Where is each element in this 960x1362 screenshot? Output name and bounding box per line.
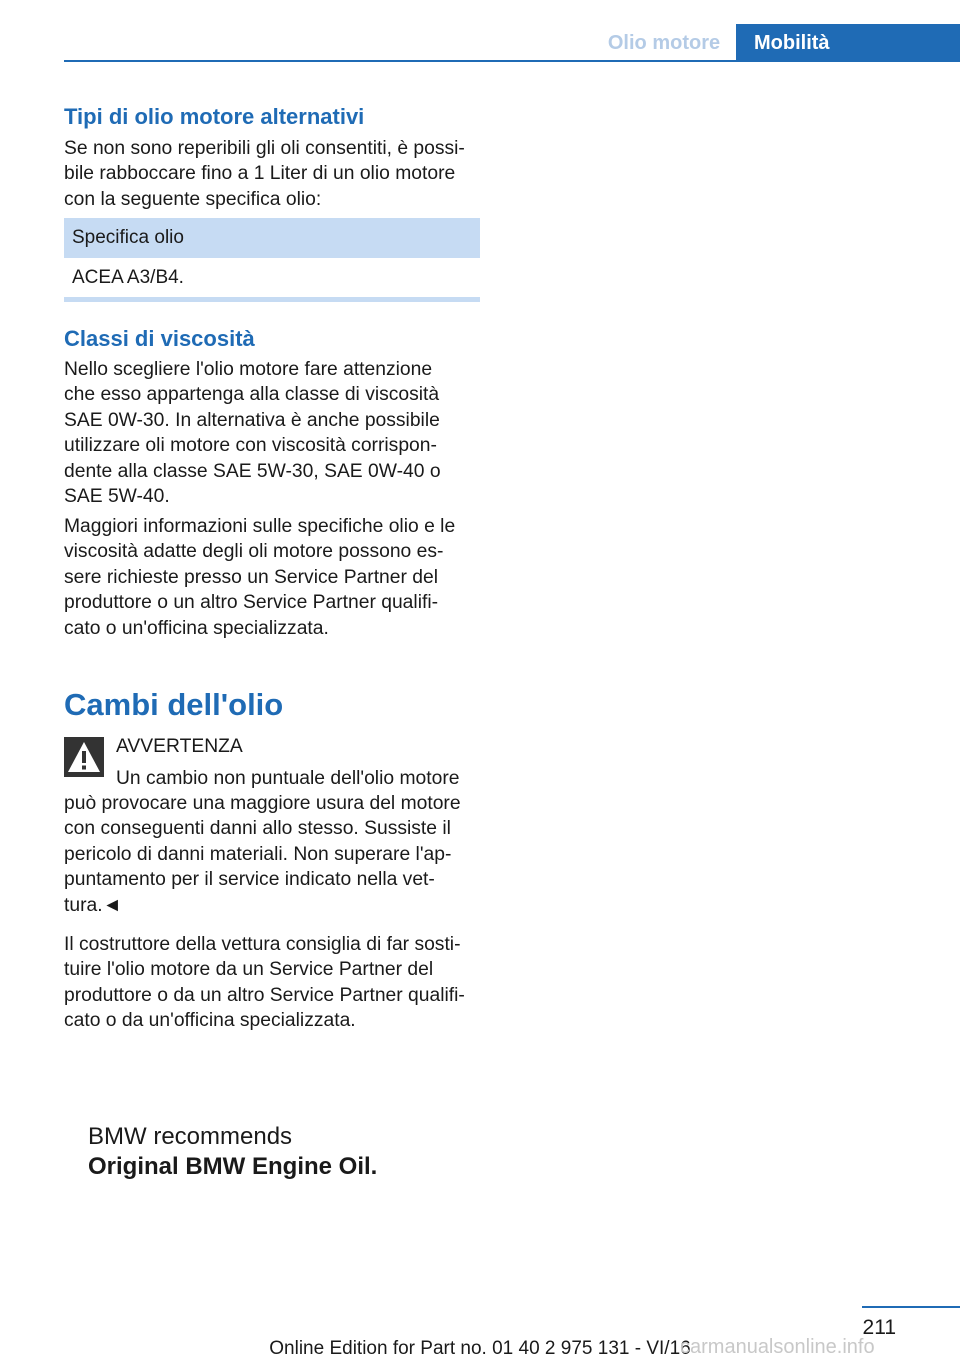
oil-spec-table-cell: ACEA A3/B4.: [72, 267, 184, 288]
viscosity-section: [64, 325, 480, 353]
text-line: cato o un'officina specializzata.: [64, 617, 329, 639]
bmw-recommends-block: [88, 1122, 377, 1182]
text-line: Se non sono reperibili gli oli consentiti, è possi-: [64, 138, 465, 159]
text-line: tuire l'olio motore da un Service Partner del: [64, 959, 434, 981]
warning-triangle-icon: [64, 737, 104, 777]
footer-rule: [862, 1306, 960, 1308]
text-line: può provocare una maggiore usura del motore: [64, 793, 461, 814]
brand-line-2: Original BMW Engine Oil.: [88, 1153, 378, 1180]
text-line: produttore o da un altro Service Partner qualifi-: [64, 984, 465, 1006]
warning-label: AVVERTENZA: [116, 736, 243, 757]
brand-line-1: BMW recommends: [88, 1123, 293, 1150]
oil-change-section: [64, 686, 480, 724]
text-line: Un cambio non puntuale dell'olio motore: [116, 768, 460, 789]
edition-line: Online Edition for Part no. 01 40 2 975 131 - VI/16: [269, 1338, 691, 1359]
warning-text: [64, 791, 480, 918]
text-line: Maggiori informazioni sulle specifiche olio e le: [64, 516, 456, 537]
page-number: 211: [862, 1316, 896, 1339]
text-line: che esso appartenga alla classe di viscosità: [64, 384, 440, 406]
viscosity-title: Classi di viscosità: [64, 326, 255, 351]
table-bottom-rule: [64, 297, 480, 302]
text-line: viscosità adatte degli oli motore possono es-: [64, 541, 444, 563]
text-line: SAE 0W-30. In alternativa è anche possibile: [64, 409, 440, 431]
oil-change-para: [64, 932, 480, 1034]
text-line: bile rabboccare fino a 1 Liter di un olio motore: [64, 163, 456, 185]
text-line: Nello scegliere l'olio motore fare attenzione: [64, 359, 433, 380]
oil-spec-table-header: Specifica olio: [64, 218, 480, 258]
text-line: sere richieste presso un Service Partner del: [64, 566, 439, 588]
text-line: produttore o un altro Service Partner qualifi-: [64, 592, 439, 614]
text-line: con conseguenti danni allo stesso. Sussiste il: [64, 818, 451, 840]
text-line: puntamento per il service indicato nella vet-: [64, 869, 435, 891]
oil-change-title: Cambi dell'olio: [64, 687, 284, 722]
viscosity-para-1: [64, 357, 480, 509]
watermark: carmanualsonline.info: [680, 1336, 875, 1358]
warning-first-line-wrap: [116, 766, 486, 791]
text-line: SAE 5W-40.: [64, 486, 170, 508]
header-section-tab: Olio motore: [607, 31, 721, 54]
alt-oils-title: Tipi di olio motore alternativi: [64, 104, 365, 129]
text-line: con la seguente specifica olio:: [64, 188, 322, 210]
text-line: pericolo di danni materiali. Non superare l'ap-: [64, 843, 452, 865]
viscosity-para-2: [64, 514, 480, 641]
header-rule: [64, 60, 960, 62]
alt-oils-text: [64, 136, 480, 212]
text-line: Il costruttore della vettura consiglia di far sosti-: [64, 934, 461, 955]
alt-oils-section: [64, 103, 480, 131]
text-line: utilizzare oli motore con viscosità corrispon-: [64, 435, 437, 457]
text-line: cato o da un'officina specializzata.: [64, 1010, 356, 1032]
warning-label-wrap: [116, 734, 486, 759]
text-line: tura.◄: [64, 894, 122, 916]
text-line: dente alla classe SAE 5W-30, SAE 0W-40 o: [64, 460, 441, 482]
header-chapter-tab: Mobilità: [736, 24, 960, 62]
